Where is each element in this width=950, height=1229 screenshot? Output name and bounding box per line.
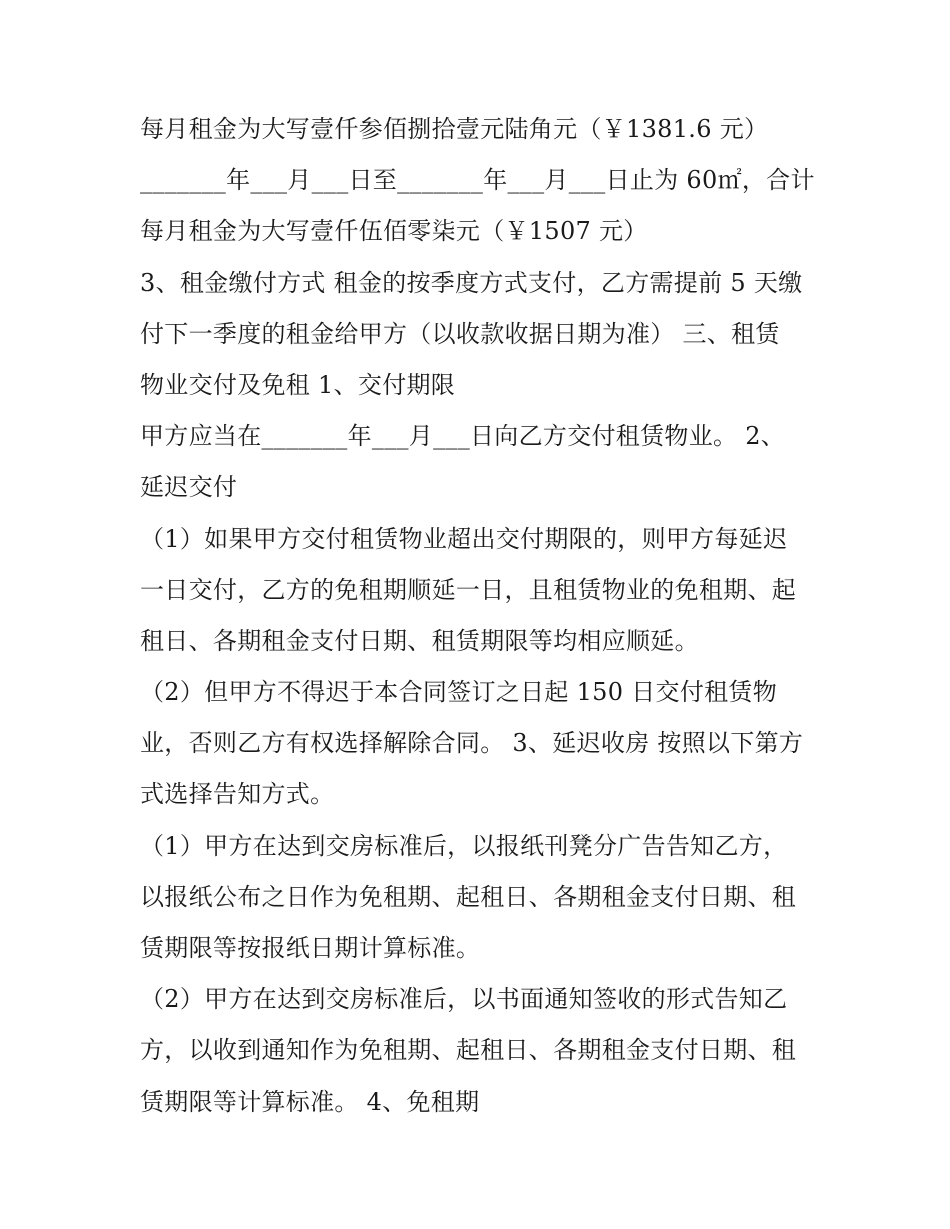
text-line: 租日、各期租金支付日期、租赁期限等均相应顺延。 (140, 626, 699, 655)
text-line: 甲方应当在_______年___月___日向乙方交付租赁物业。 2、 (140, 422, 786, 451)
text-line: 方，以收到通知作为免租期、起租日、各期租金支付日期、租 (140, 1036, 797, 1065)
text-line: 一日交付，乙方的免租期顺延一日，且租赁物业的免租期、起 (140, 575, 797, 604)
text-line: 每月租金为大写壹仟参佰捌拾壹元陆角元（￥1381.6 元） (140, 115, 769, 143)
text-line: 付下一季度的租金给甲方（以收款收据日期为准） 三、租赁 (140, 319, 780, 348)
text-line: 赁期限等按报纸日期计算标准。 (140, 934, 481, 962)
text-line: （1）甲方在达到交房标准后，以报纸刊凳分广告告知乙方， (140, 831, 788, 860)
text-line: 式选择告知方式。 (140, 780, 335, 809)
text-line: 每月租金为大写壹仟伍佰零柒元（￥1507 元） (140, 217, 648, 246)
text-line: （1）如果甲方交付租赁物业超出交付期限的，则甲方每延迟 (140, 524, 788, 553)
document-body (140, 104, 820, 1128)
text-line: 3、租金缴付方式 租金的按季度方式支付，乙方需提前 5 天缴 (140, 268, 803, 297)
text-line: 以报纸公布之日作为免租期、起租日、各期租金支付日期、租 (140, 882, 797, 911)
text-line: 业，否则乙方有权选择解除合同。 3、延迟收房 按照以下第方 (140, 729, 804, 758)
text-line: _______年___月___日至_______年___月___日止为 60㎡，合计 (140, 166, 815, 195)
text-line: （2）甲方在达到交房标准后，以书面通知签收的形式告知乙 (140, 985, 788, 1014)
text-line: （2）但甲方不得迟于本合同签订之日起 150 日交付租赁物 (140, 678, 778, 707)
text-line: 延迟交付 (140, 473, 238, 502)
text-line: 物业交付及免租 1、交付期限 (140, 370, 456, 399)
text-line: 赁期限等计算标准。 4、免租期 (140, 1087, 480, 1116)
